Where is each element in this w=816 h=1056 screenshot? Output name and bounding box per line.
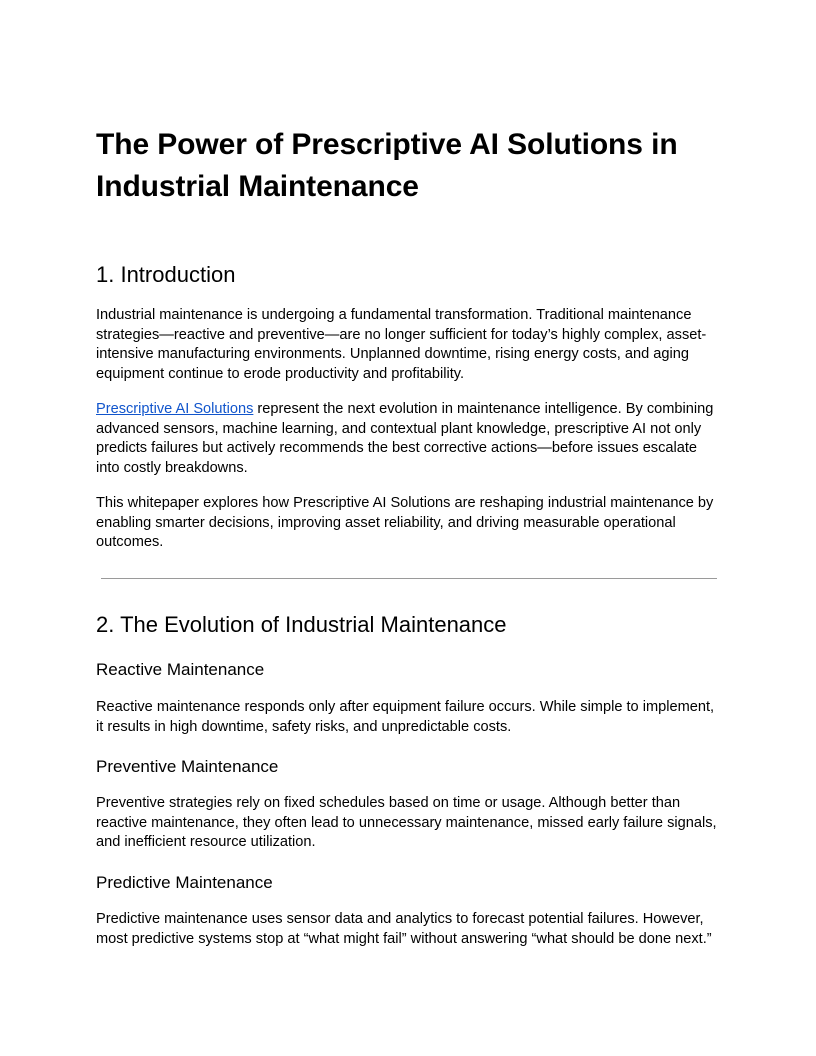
section-divider <box>101 578 717 579</box>
subsection-heading-preventive: Preventive Maintenance <box>96 757 279 776</box>
intro-paragraph-3: This whitepaper explores how Prescriptive AI Solutions are reshaping industrial maintenance by enabling smarter decisions, improving asset reliability, and driving measurable operational outcomes. <box>96 495 714 550</box>
section-heading-introduction: 1. Introduction <box>96 262 236 287</box>
prescriptive-ai-solutions-link[interactable]: Prescriptive AI Solutions <box>96 401 254 417</box>
intro-paragraph-2-text: represent the next evolution in maintenance intelligence. By combining advanced sensors, machine learning, and contextual plant knowledge, prescriptive AI not only predicts failures but actively recommends the best corrective actions—before issues escalate into costly breakdowns. <box>96 401 714 476</box>
predictive-paragraph: Predictive maintenance uses sensor data and analytics to forecast potential failures. However, most predictive systems stop at “what might fail” without answering “what should be done next.” <box>96 911 712 947</box>
document-title: The Power of Prescriptive AI Solutions in Industrial Maintenance <box>96 128 678 203</box>
preventive-paragraph: Preventive strategies rely on fixed schedules based on time or usage. Although better than reactive maintenance, they often lead to unnecessary maintenance, missed early failure signals, and inefficient resource utilization. <box>96 795 717 850</box>
subsection-heading-predictive: Predictive Maintenance <box>96 873 273 892</box>
intro-paragraph-1: Industrial maintenance is undergoing a fundamental transformation. Traditional maintenance strategies—reactive and preventive—are no longer sufficient for today’s highly complex, asset-intensive manufacturing environments. Unplanned downtime, rising energy costs, and aging equipment continue to erode productivity and profitability. <box>96 307 707 382</box>
reactive-paragraph: Reactive maintenance responds only after equipment failure occurs. While simple to implement, it results in high downtime, safety risks, and unpredictable costs. <box>96 699 715 735</box>
section-heading-evolution: 2. The Evolution of Industrial Maintenance <box>96 612 507 637</box>
subsection-heading-reactive: Reactive Maintenance <box>96 660 265 679</box>
intro-paragraph-2 <box>96 400 722 478</box>
